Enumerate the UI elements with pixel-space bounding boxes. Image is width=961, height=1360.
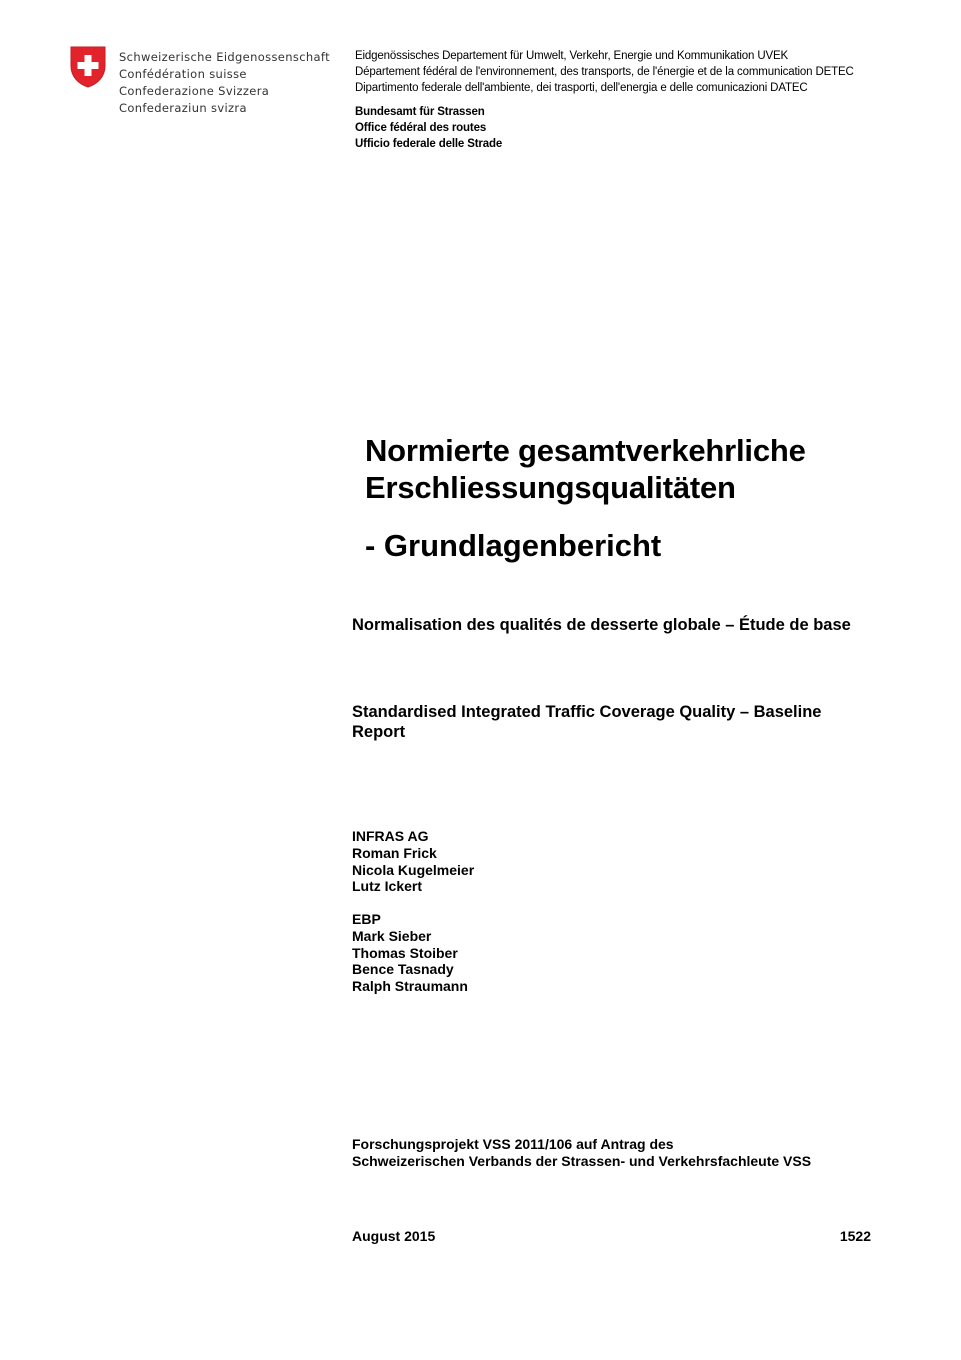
research-project-line-1: Forschungsprojekt VSS 2011/106 auf Antrag des — [352, 1136, 674, 1152]
report-title-line-2: Erschliessungsqualitäten — [365, 470, 736, 505]
confederation-name-fr: Confédération suisse — [119, 67, 247, 81]
french-title: Normalisation des qualités de desserte globale – Étude de base — [352, 616, 851, 634]
office-name-de: Bundesamt für Strassen — [355, 106, 485, 118]
department-names — [355, 48, 854, 96]
author-name: Mark Sieber — [352, 927, 432, 944]
department-name-it: Dipartimento federale dell'ambiente, dei trasporti, dell'energia e delle comunicazioni DATEC — [355, 82, 808, 94]
department-name-de: Eidgenössisches Departement für Umwelt, Verkehr, Energie und Kommunikation UVEK — [355, 50, 789, 62]
research-project — [352, 1136, 811, 1170]
author-organization: INFRAS AG — [352, 828, 429, 844]
confederation-name-rm: Confederaziun svizra — [119, 101, 247, 115]
author-group-infras — [352, 828, 474, 895]
research-project-line-2: Schweizerischen Verbands der Strassen- und Verkehrsfachleute VSS — [352, 1153, 812, 1169]
office-name-it: Ufficio federale delle Strade — [355, 138, 503, 150]
author-name: Nicola Kugelmeier — [352, 861, 475, 878]
report-subtitle: - Grundlagenbericht — [365, 528, 662, 563]
office-name-fr: Office fédéral des routes — [355, 122, 487, 134]
author-name: Thomas Stoiber — [352, 944, 458, 961]
department-name-fr: Département fédéral de l'environnement, des transports, de l'énergie et de la communication DETEC — [355, 66, 854, 78]
publication-date: August 2015 — [352, 1228, 436, 1244]
office-names — [355, 104, 502, 152]
confederation-names — [119, 49, 330, 117]
report-number: 1522 — [839, 1228, 871, 1244]
confederation-name-de: Schweizerische Eidgenossenschaft — [119, 50, 330, 64]
report-title — [365, 432, 806, 506]
confederation-name-it: Confederazione Svizzera — [119, 84, 270, 98]
author-name: Lutz Ickert — [352, 878, 423, 895]
author-group-ebp — [352, 911, 468, 995]
english-title: Standardised Integrated Traffic Coverage Quality – Baseline Report — [352, 703, 822, 741]
report-title-line-1: Normierte gesamtverkehrliche — [365, 433, 806, 468]
author-organization: EBP — [352, 911, 381, 927]
author-name: Bence Tasnady — [352, 961, 454, 978]
author-name: Ralph Straumann — [352, 978, 468, 995]
author-name: Roman Frick — [352, 844, 437, 861]
swiss-cross-shield-icon — [70, 46, 106, 88]
